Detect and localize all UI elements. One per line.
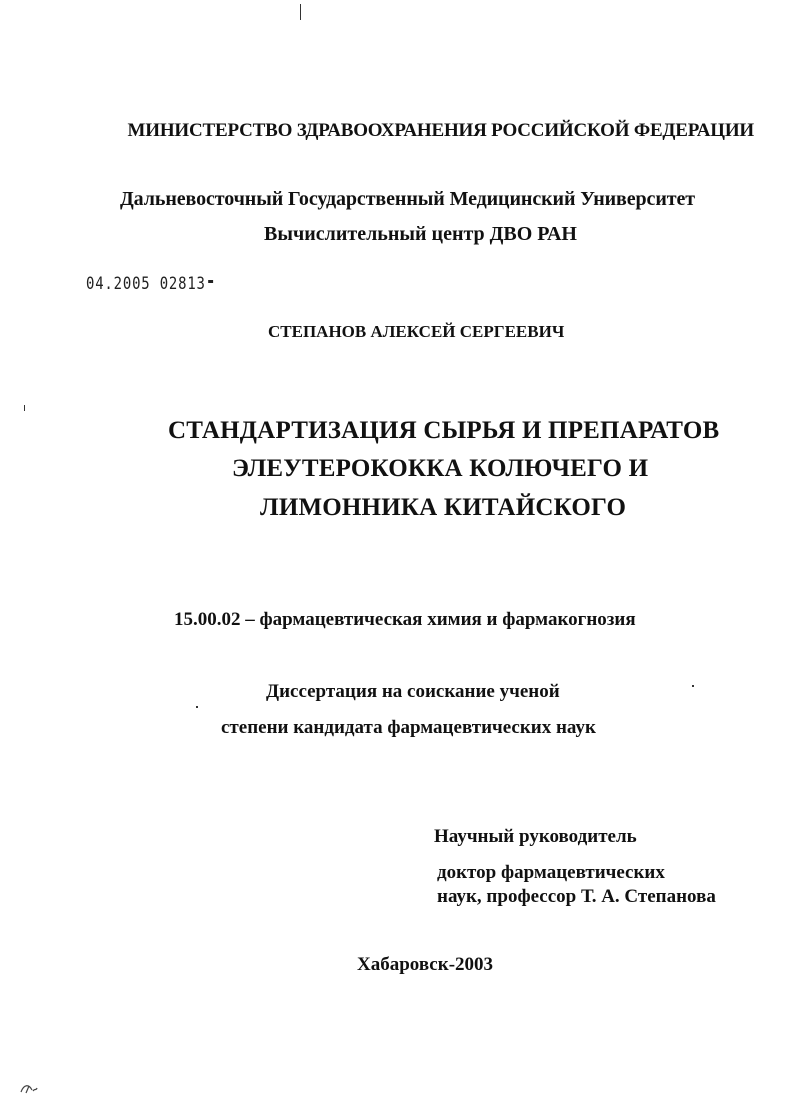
dissertation-purpose-line-1: Диссертация на соискание ученой [266, 681, 560, 702]
computing-center-name: Вычислительный центр ДВО РАН [264, 223, 577, 245]
dissertation-purpose-line-2: степени кандидата фармацевтических наук [221, 717, 596, 738]
library-stamp [86, 274, 213, 294]
supervisor-label: Научный руководитель [434, 826, 637, 847]
supervisor-name: наук, профессор Т. А. Степанова [437, 886, 716, 907]
library-stamp-code: 04.2005 02813 [86, 274, 206, 294]
ministry-heading: МИНИСТЕРСТВО ЗДРАВООХРАНЕНИЯ РОССИЙСКОЙ ФЕДЕРАЦИИ [127, 120, 754, 141]
stamp-dash-mark [208, 280, 213, 283]
city-year: Хабаровск-2003 [357, 954, 494, 975]
university-name: Дальневосточный Государственный Медицинский Университет [120, 188, 695, 210]
scan-mark-dot [196, 706, 198, 708]
author-name: СТЕПАНОВ АЛЕКСЕЙ СЕРГЕЕВИЧ [268, 322, 565, 341]
scan-mark-top [300, 4, 301, 20]
scan-mark-left [24, 405, 25, 411]
scan-mark-right [692, 685, 694, 687]
dissertation-title-line-2: ЭЛЕУТЕРОКОККА КОЛЮЧЕГО И [232, 455, 649, 482]
specialty-code: 15.00.02 – фармацевтическая химия и фармакогнозия [174, 609, 636, 630]
dissertation-title-line-1: СТАНДАРТИЗАЦИЯ СЫРЬЯ И ПРЕПАРАТОВ [168, 417, 720, 444]
scan-artifact-corner [20, 1082, 38, 1094]
supervisor-degree: доктор фармацевтических [437, 862, 665, 883]
dissertation-title-line-3: ЛИМОННИКА КИТАЙСКОГО [260, 494, 627, 521]
